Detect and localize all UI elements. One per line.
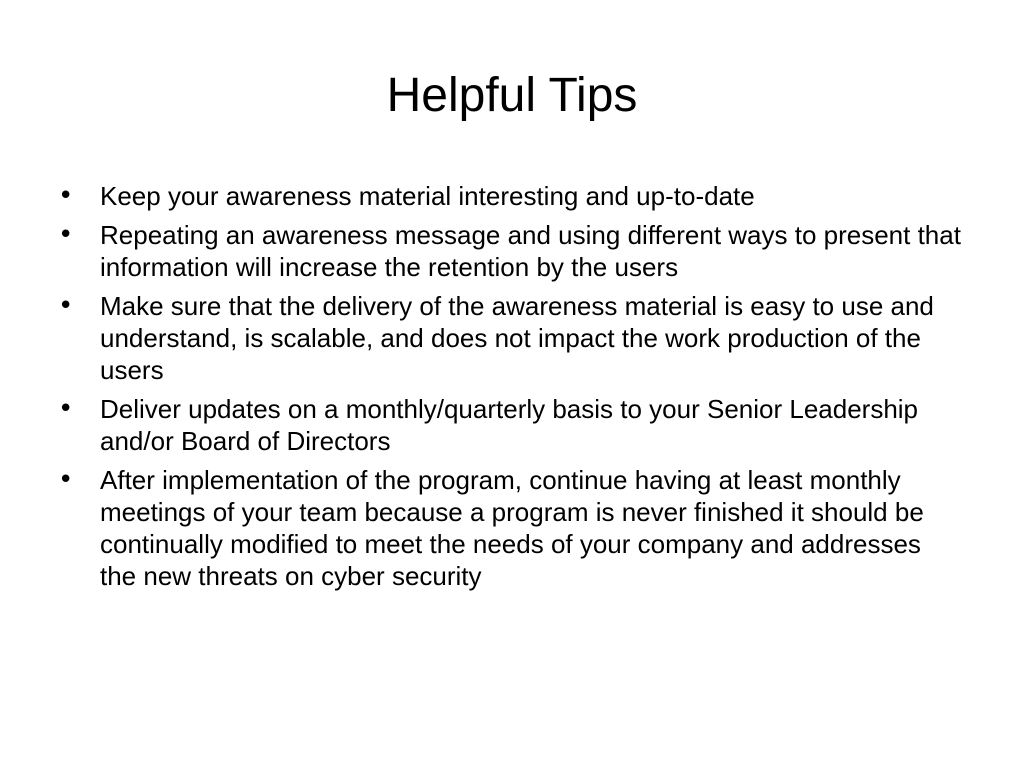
bullet-list	[58, 180, 963, 599]
bullet-item	[58, 290, 963, 386]
bullet-item	[58, 393, 963, 457]
bullet-icon: •	[58, 291, 74, 321]
bullet-icon: •	[58, 181, 74, 211]
bullet-item	[58, 464, 963, 592]
bullet-item	[58, 219, 963, 283]
bullet-item	[58, 180, 963, 212]
bullet-text: Make sure that the delivery of the awareness material is easy to use and understand, is scalable, and does not impact the work production of the users	[100, 291, 934, 385]
bullet-icon: •	[58, 220, 74, 250]
bullet-text: Deliver updates on a monthly/quarterly basis to your Senior Leadership and/or Board of Directors	[100, 394, 919, 456]
bullet-text: After implementation of the program, continue having at least monthly meetings of your team because a program is never finished it should be continually modified to meet the needs of your company and addresses the new threats on cyber security	[100, 465, 924, 591]
bullet-text: Repeating an awareness message and using different ways to present that information will increase the retention by the users	[100, 220, 961, 282]
slide-title: Helpful Tips	[386, 69, 638, 122]
bullet-icon: •	[58, 465, 74, 495]
bullet-icon: •	[58, 394, 74, 424]
bullet-text: Keep your awareness material interesting and up-to-date	[100, 181, 755, 211]
